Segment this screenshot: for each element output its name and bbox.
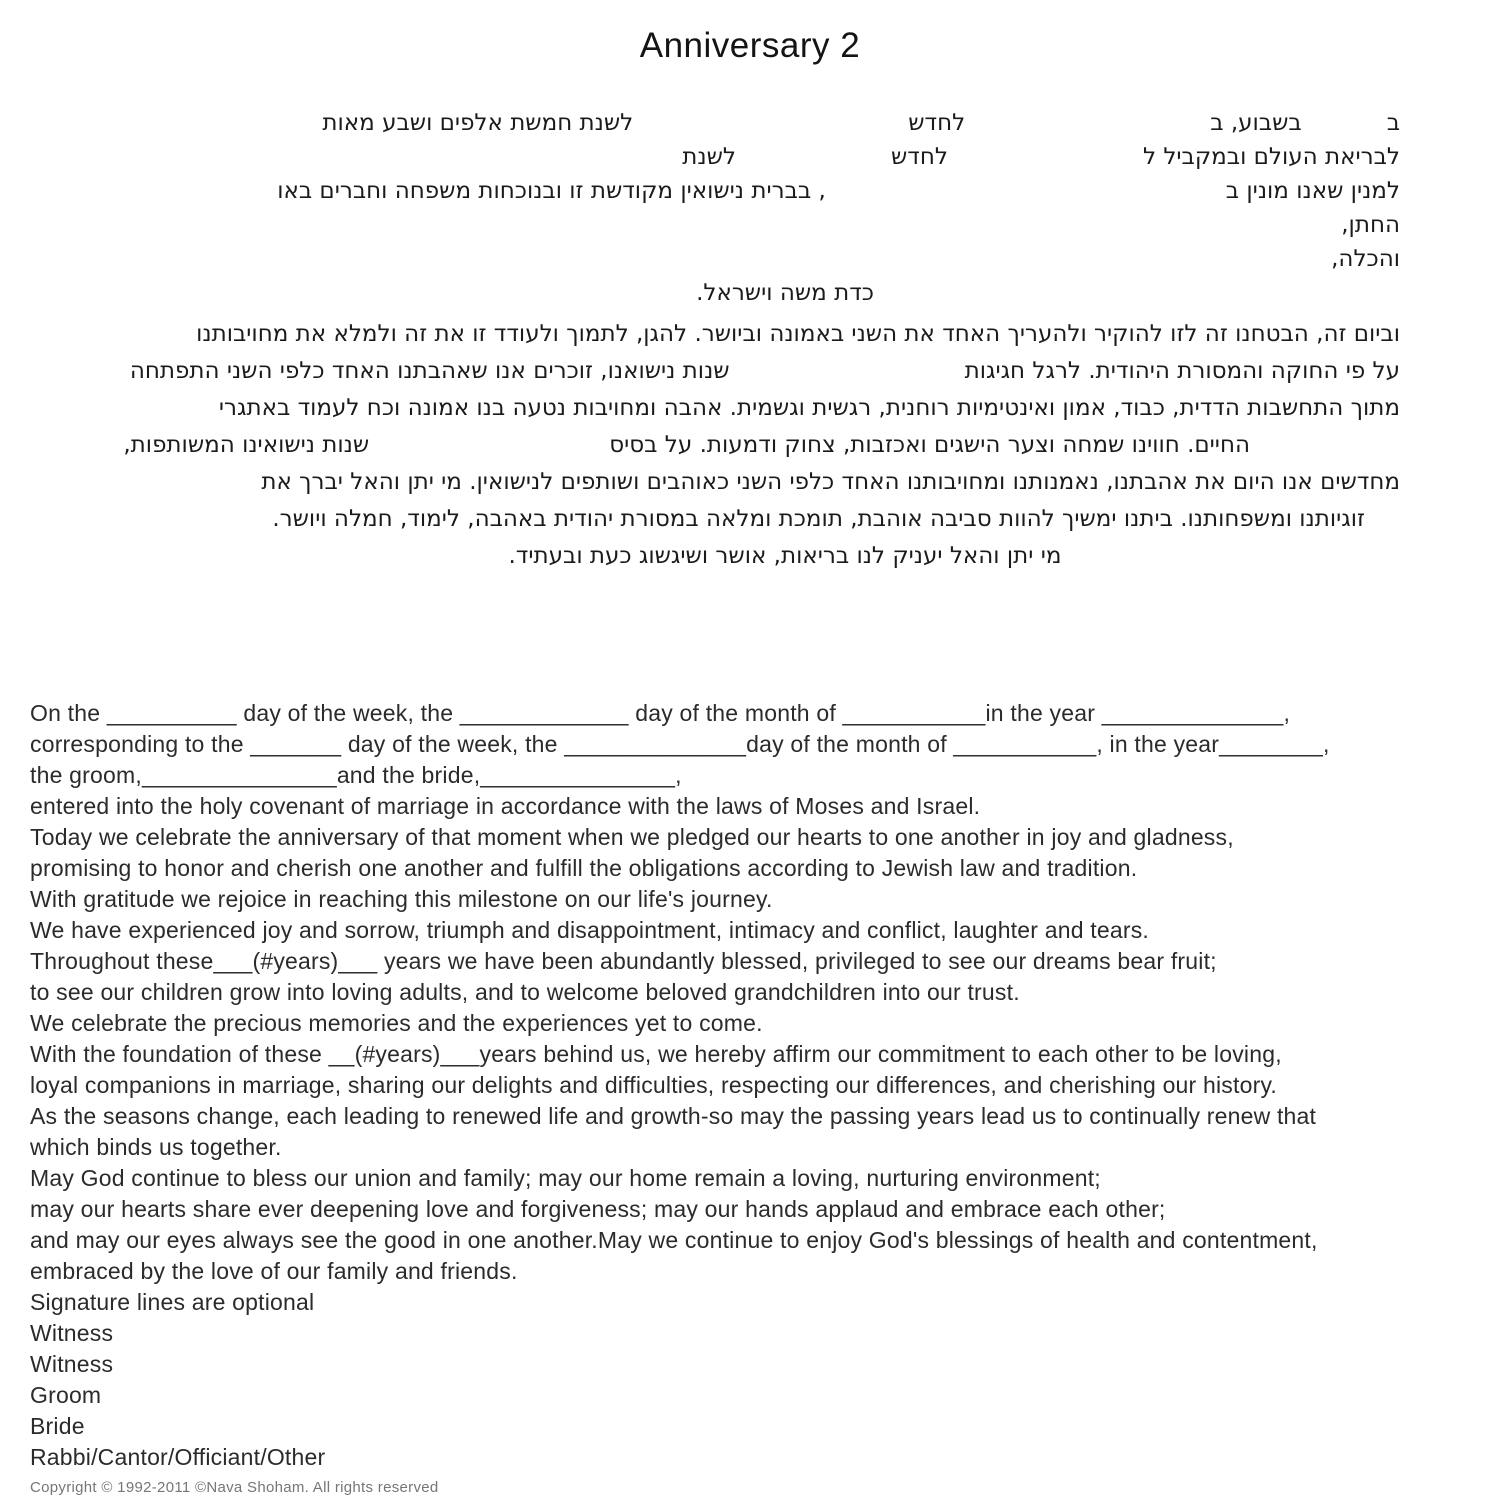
signature-line-witness-2: Witness [30, 1351, 114, 1377]
hebrew-text-segment: שנות נישואינו המשותפות, [123, 432, 370, 458]
english-body-line: With the foundation of these __(#years)___years behind us, we hereby affirm our commitment to each other to be loving, [30, 1041, 1282, 1067]
signature-line-officiant: Rabbi/Cantor/Officiant/Other [30, 1444, 326, 1470]
english-fill-line: the groom,_______________and the bride,_______________, [30, 762, 682, 788]
english-body-line: may our hearts share ever deepening love and forgiveness; may our hands applaud and embrace each other; [30, 1196, 1166, 1222]
english-body-line: Today we celebrate the anniversary of that moment when we pledged our hearts to one another in joy and gladness, [30, 824, 1234, 850]
english-body-line: promising to honor and cherish one another and fulfill the obligations according to Jewish law and tradition. [30, 855, 1138, 881]
hebrew-paragraph-line: מתוך התחשבות הדדית, כבוד, אמון ואינטימיות רוחנית, רגשית וגשמית. אהבה ומחויבות נטעה בנו אמונה וכח לעמוד באתגרי [218, 395, 1400, 421]
english-body-line: to see our children grow into loving adults, and to welcome beloved grandchildren into our trust. [30, 979, 1020, 1005]
hebrew-paragraph-line [123, 427, 1250, 464]
hebrew-paragraph-line: מי יתן והאל יעניק לנו בריאות, אושר ושיגשוג כעת ובעתיד. [508, 543, 1062, 569]
english-body-line: May God continue to bless our union and family; may our home remain a loving, nurturing environment; [30, 1165, 1101, 1191]
hebrew-text-segment: לשנת [682, 144, 736, 170]
hebrew-text-segment: למנין שאנו מונין ב [1225, 178, 1400, 204]
hebrew-text-segment: החיים. חווינו שמחה וצער הישגים ואכזבות, צחוק ודמעות. על בסיס [609, 432, 1250, 458]
signature-line-groom: Groom [30, 1382, 102, 1408]
hebrew-bride-line: והכלה, [1331, 246, 1400, 272]
document-title: Anniversary 2 [639, 26, 861, 65]
hebrew-text-segment: על פי החוקה והמסורת היהודית. לרגל חגיגות [964, 358, 1400, 384]
hebrew-text-segment: לחדש [891, 144, 948, 170]
hebrew-paragraph-line: וביום זה, הבטחנו זה לזו להוקיר ולהעריך האחד את השני באמונה וביושר. להגן, לתמוך ולעודד זו את זה ולמלא את מחויבותנו [196, 321, 1400, 347]
hebrew-law-line: כדת משה וישראל. [696, 280, 874, 306]
hebrew-vows-paragraph [123, 316, 1400, 575]
english-body-line: Throughout these___(#years)___ years we have been abundantly blessed, privileged to see our dreams bear fruit; [30, 948, 1217, 974]
hebrew-text-segment: לבריאת העולם ובמקביל ל [1142, 144, 1400, 170]
english-body-line: With gratitude we rejoice in reaching this milestone on our life's journey. [30, 886, 773, 912]
hebrew-paragraph-line [129, 353, 1400, 390]
english-body-line: embraced by the love of our family and friends. [30, 1258, 518, 1284]
hebrew-text-segment: , בברית נישואין מקודשת זו ובנוכחות משפחה וחברים באו [277, 178, 826, 204]
signature-line-witness-1: Witness [30, 1320, 114, 1346]
english-fill-line: On the __________ day of the week, the _____________ day of the month of ___________in the year ______________, [30, 700, 1291, 726]
english-body-line: loyal companions in marriage, sharing our delights and difficulties, respecting our differences, and cherishing our history. [30, 1072, 1278, 1098]
english-text-section [30, 698, 1470, 1473]
hebrew-place-line [170, 174, 1400, 208]
hebrew-paragraph-line: זוגיותנו ומשפחותנו. ביתנו ימשיך להוות סביבה אוהבת, תומכת ומלאה במסורת יהודית באהבה, לימוד, חמלה ויושר. [272, 506, 1365, 532]
signature-line-bride: Bride [30, 1413, 85, 1439]
hebrew-date-line-2 [170, 140, 1400, 174]
signature-note: Signature lines are optional [30, 1289, 315, 1315]
hebrew-date-line-1 [170, 106, 1400, 140]
english-body-line: We celebrate the precious memories and the experiences yet to come. [30, 1010, 763, 1036]
hebrew-text-section [123, 106, 1400, 575]
hebrew-text-segment: לחדש [908, 110, 966, 136]
hebrew-paragraph-line: מחדשים אנו היום את אהבתנו, נאמנותנו ומחויבותנו האחד כלפי השני כאוהבים ושותפים לנישואין. מי יתן והאל יברך את [261, 469, 1400, 495]
english-body-line: and may our eyes always see the good in one another.May we continue to enjoy God's blessings of health and contentment, [30, 1227, 1318, 1253]
english-body-line: As the seasons change, each leading to renewed life and growth-so may the passing years lead us to continually renew that [30, 1103, 1317, 1129]
english-body-line: which binds us together. [30, 1134, 282, 1160]
hebrew-text-segment: ב [1386, 110, 1400, 136]
english-body-line: We have experienced joy and sorrow, triumph and disappointment, intimacy and conflict, laughter and tears. [30, 917, 1150, 943]
hebrew-text-segment: בשבוע, ב [1210, 110, 1302, 136]
hebrew-text-segment: שנות נישואנו, זוכרים אנו שאהבתנו האחד כלפי השני התפתחה [129, 358, 730, 384]
hebrew-text-segment: לשנת חמשת אלפים ושבע מאות [322, 110, 634, 136]
english-body-line: entered into the holy covenant of marriage in accordance with the laws of Moses and Israel. [30, 793, 981, 819]
copyright-notice: Copyright © 1992-2011 ©Nava Shoham. All rights reserved [30, 1479, 439, 1496]
english-fill-line: corresponding to the _______ day of the week, the ______________day of the month of ___________, in the year________, [30, 731, 1330, 757]
hebrew-groom-line: החתן, [1341, 212, 1400, 238]
